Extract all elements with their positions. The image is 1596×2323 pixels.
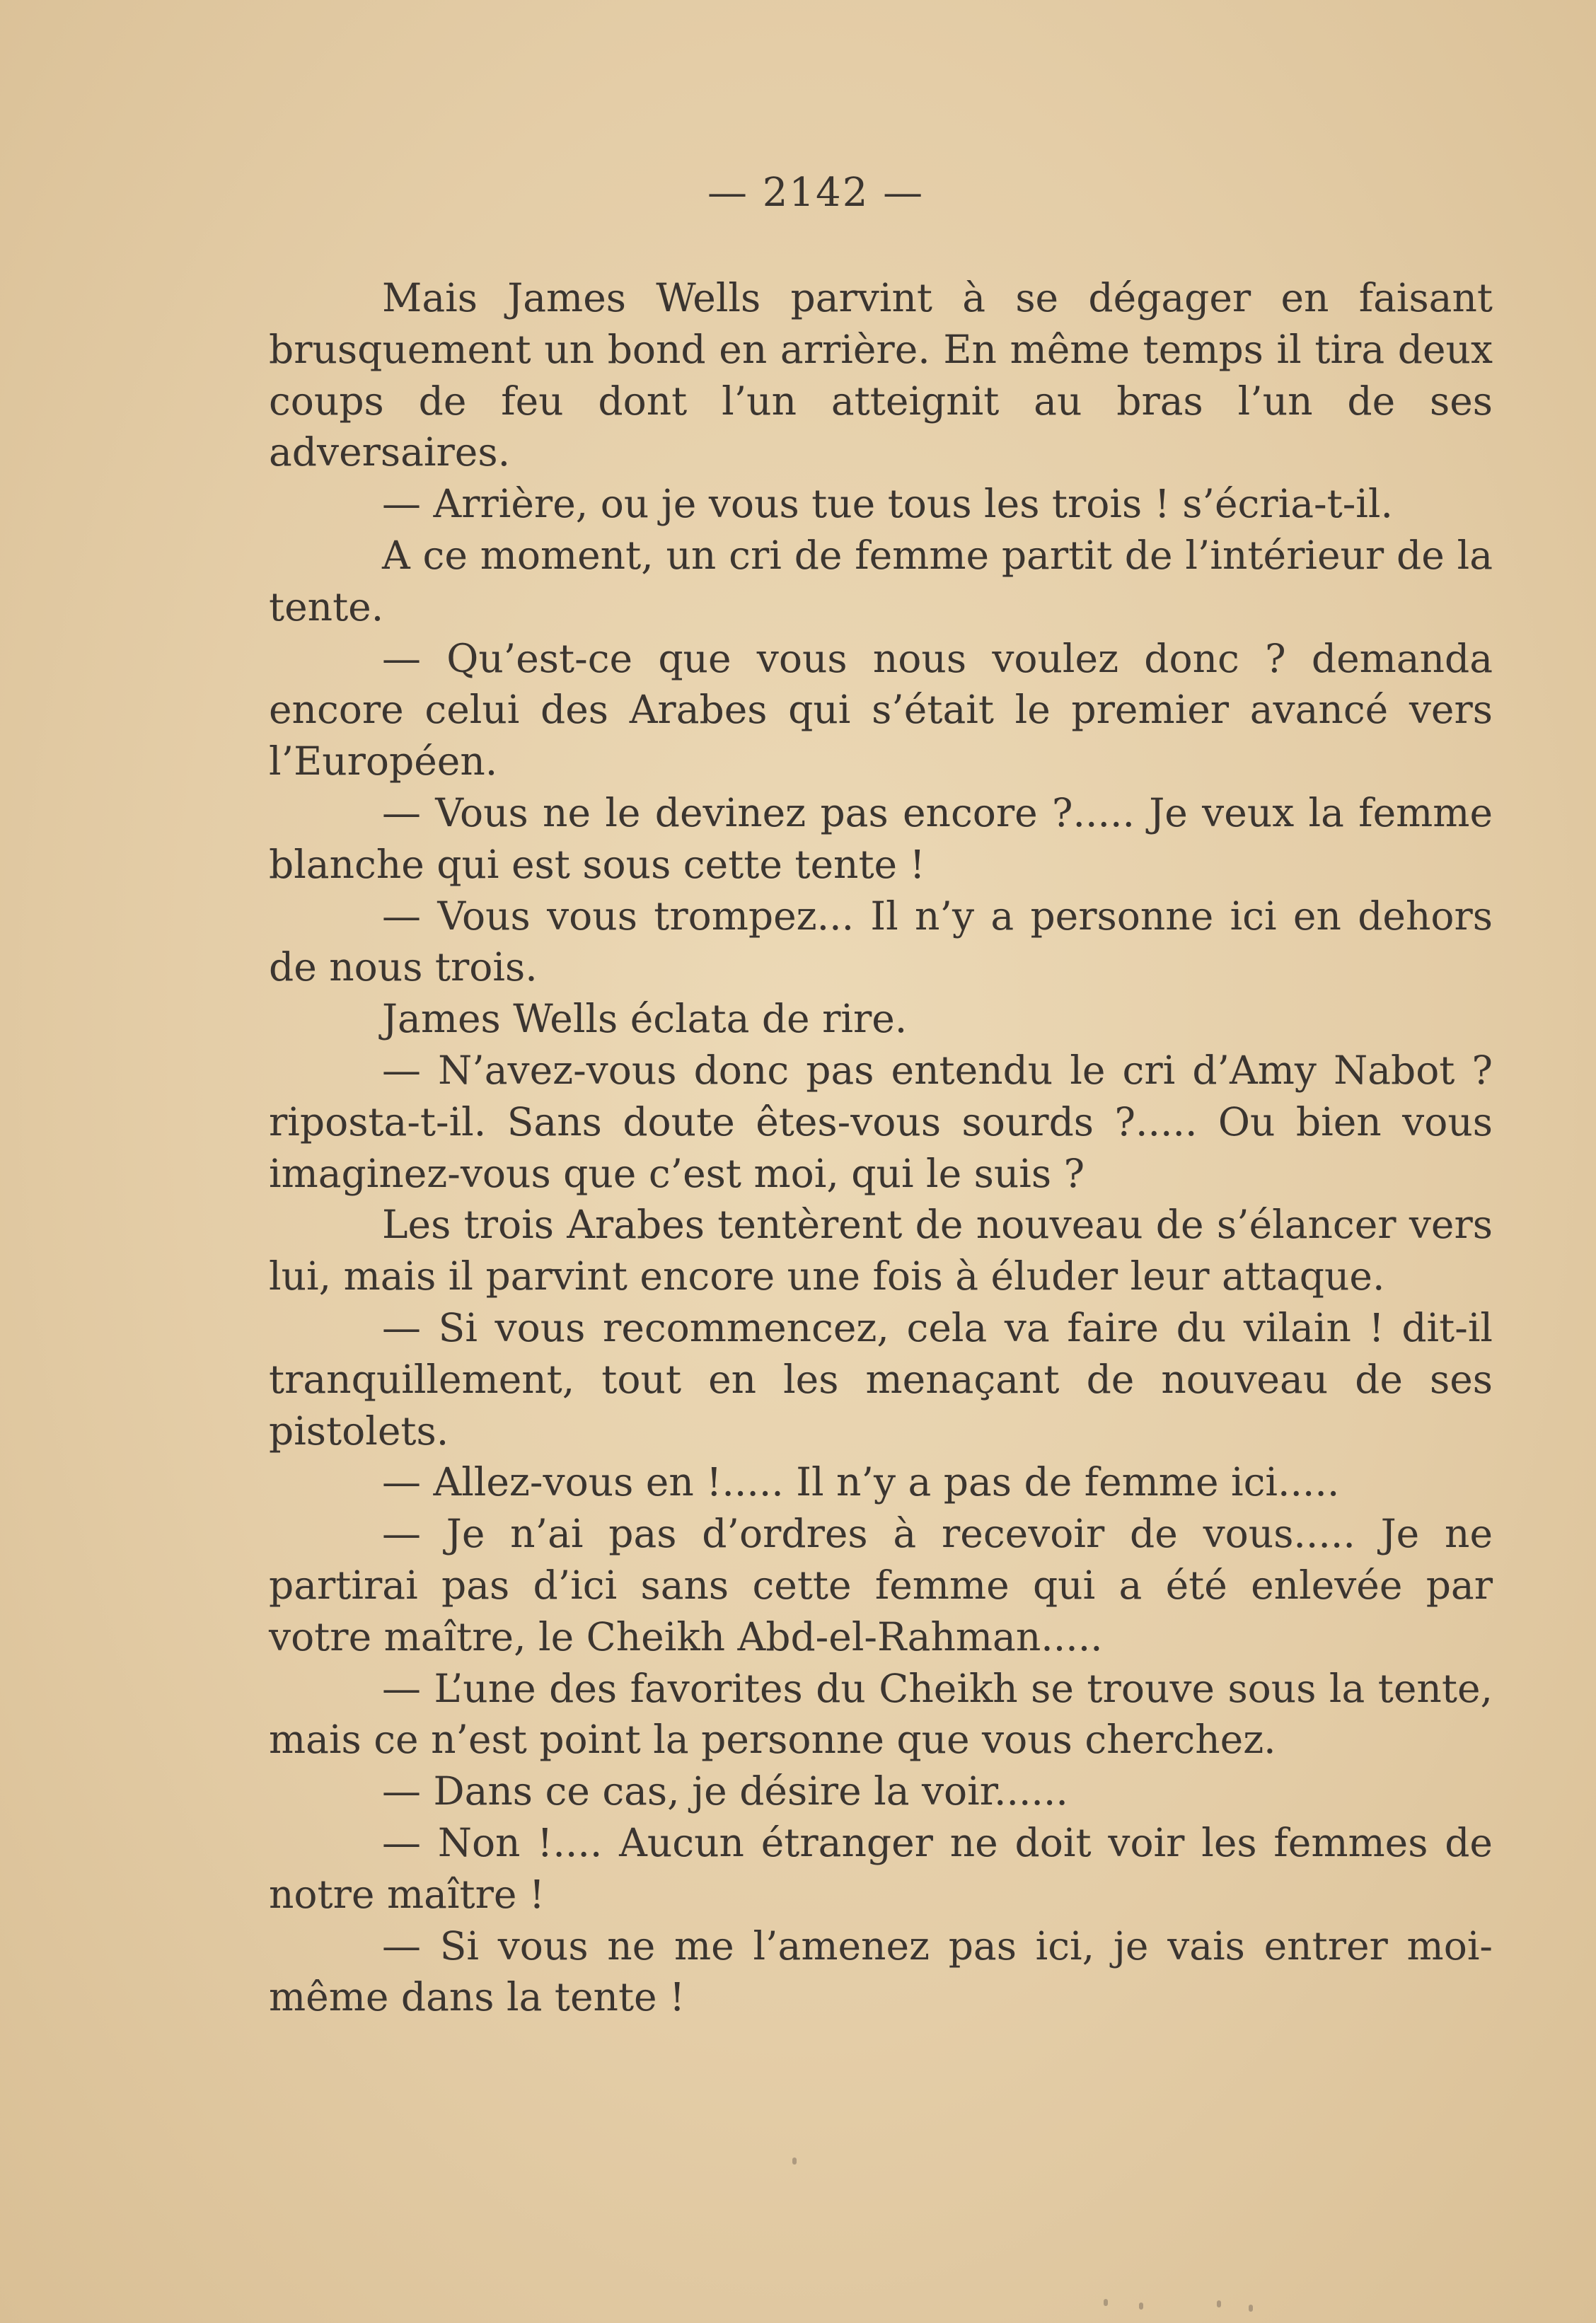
- paragraph: A ce moment, un cri de femme partit de l’intérieur de la tente.: [269, 532, 1493, 630]
- paragraph: — Vous vous trompez... Il n’y a personne ici en dehors de nous trois.: [269, 893, 1493, 990]
- paragraph: Les trois Arabes tentèrent de nouveau de s’élancer vers lui, mais il parvint encore une fois à éluder leur attaque.: [269, 1202, 1493, 1299]
- paragraph: Mais James Wells parvint à se dégager en faisant brusquement un bond en arrière. En même temps il tira deux coups de feu dont l’un atteignit au bras l’un de ses adversaires.: [269, 275, 1493, 475]
- paragraph: — Si vous ne me l’amenez pas ici, je vais entrer moi-même dans la tente !: [269, 1923, 1493, 2020]
- paragraph: — Arrière, ou je vous tue tous les trois ! s’écria-t-il.: [382, 481, 1393, 527]
- paragraph: — Je n’ai pas d’ordres à recevoir de vous..... Je ne partirai pas d’ici sans cette femme qui a été enlevée par votre maître, le Cheikh Abd-el-Rahman.....: [269, 1511, 1493, 1659]
- paragraph: James Wells éclata de rire.: [382, 996, 908, 1042]
- paragraph: — Non !.... Aucun étranger ne doit voir les femmes de notre maître !: [269, 1819, 1493, 1917]
- paper-speck: [1104, 2299, 1108, 2306]
- body-text: [269, 272, 1493, 2023]
- paragraph: — Dans ce cas, je désire la voir......: [382, 1768, 1068, 1814]
- paragraph: — L’une des favorites du Cheikh se trouve sous la tente, mais ce n’est point la personne que vous cherchez.: [269, 1665, 1493, 1763]
- paragraph: — Si vous recommencez, cela va faire du vilain ! dit-il tranquillement, tout en les menaçant de nouveau de ses pistolets.: [269, 1304, 1493, 1454]
- paper-speck: [1139, 2302, 1143, 2310]
- paragraph: — Allez-vous en !..... Il n’y a pas de femme ici.....: [382, 1459, 1340, 1505]
- page-number: — 2142 —: [707, 170, 925, 216]
- paragraph: — Qu’est-ce que vous nous voulez donc ? demanda encore celui des Arabes qui s’était le premier avancé vers l’Européen.: [269, 635, 1493, 784]
- paper-speck: [1217, 2300, 1221, 2307]
- paper-speck: [792, 2157, 797, 2165]
- paper-speck: [1249, 2305, 1253, 2312]
- paragraph: — Vous ne le devinez pas encore ?..... Je veux la femme blanche qui est sous cette tente !: [269, 789, 1493, 887]
- paragraph: — N’avez-vous donc pas entendu le cri d’Amy Nabot ? riposta-t-il. Sans doute êtes-vous sourds ?..... Ou bien vous imaginez-vous que c’est moi, qui le suis ?: [269, 1047, 1493, 1196]
